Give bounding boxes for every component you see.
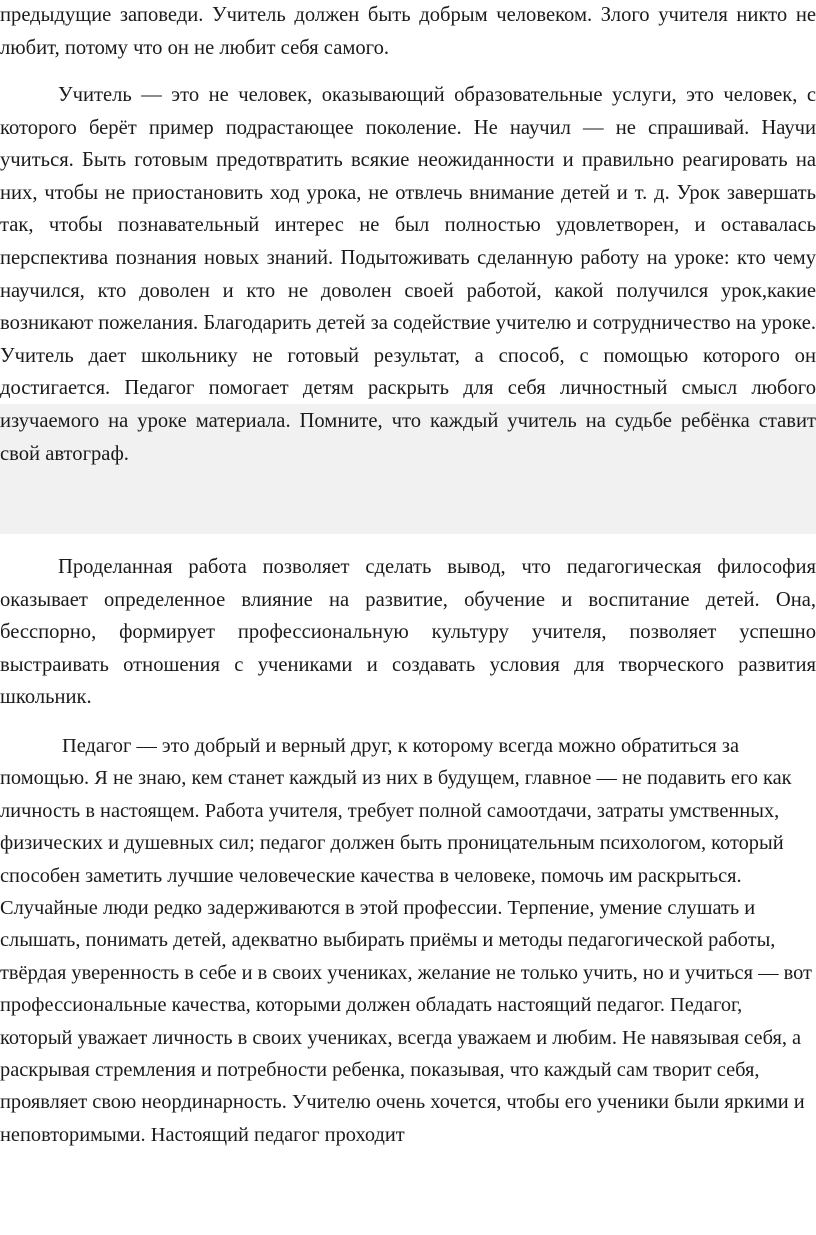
paragraph-teacher-role: Учитель — это не человек, оказывающий образовательные услуги, это человек, с которого берёт пример подрастающее поколение. Не научил — не спрашивай. Научи учиться. Быть готовым предотвратить всякие неожиданности и правильно реагировать на них, чтобы не приостановить ход урока, не отвлечь внимание детей и т. д. Урок завершать так, чтобы познавательный интерес не был полностью удовлетворен, и оставалась перспектива познания новых знаний. Подытоживать сделанную работу на уроке: кто чему научился, кто доволен и кто не доволен своей работой, какой получился урок,какие возникают пожелания. Благодарить детей за содействие учителю и сотрудничество на уроке. Учитель дает школьнику не готовый результат, а способ, с помощью которого он достигается. Педагог помогает детям раскрыть для себя личностный смысл любого изучаемого на уроке материала. Помните, что каждый учитель на судьбе ребёнка ставит свой автограф. <box>0 84 816 465</box>
paragraph-conclusion: Проделанная работа позволяет сделать вывод, что педагогическая философия оказывает определенное влияние на развитие, обучение и воспитание детей. Она, бесспорно, формирует профессиональную культуру учителя, позволяет успешно выстраивать отношения с учениками и создавать условия для творческого развития школьник. <box>0 556 816 709</box>
paragraph-teacher-friend: Педагог — это добрый и верный друг, к которому всегда можно обратиться за помощью. Я не знаю, кем станет каждый из них в будущем, главное — не подавить его как личность в настоящем. Работа учителя, требует полной самоотдачи, затраты умственных, физических и душевных сил; педагог должен быть проницательным психологом, который способен заметить лучшие человеческие качества в человеке, помочь им раскрыться. Случайные люди редко задерживаются в этой профессии. Терпение, умение слушать и слышать, понимать детей, адекватно выбирать приёмы и методы педагогической работы, твёрдая уверенность в себе и в своих учениках, желание не только учить, но и учиться — вот профессиональные качества, которыми должен обладать настоящий педагог. Педагог, который уважает личность в своих учениках, всегда уважаем и любим. Не навязывая себя, а раскрывая стремления и потребности ребенка, показывая, что каждый сам творит себя, проявляет свою неординарность. Учителю очень хочется, чтобы его ученики были яркими и неповторимыми. Настоящий педагог проходит <box>0 735 812 1146</box>
paragraph-continuation: предыдущие заповеди. Учитель должен быть добрым человеком. Злого учителя никто не любит, потому что он не любит себя самого. <box>0 4 816 59</box>
